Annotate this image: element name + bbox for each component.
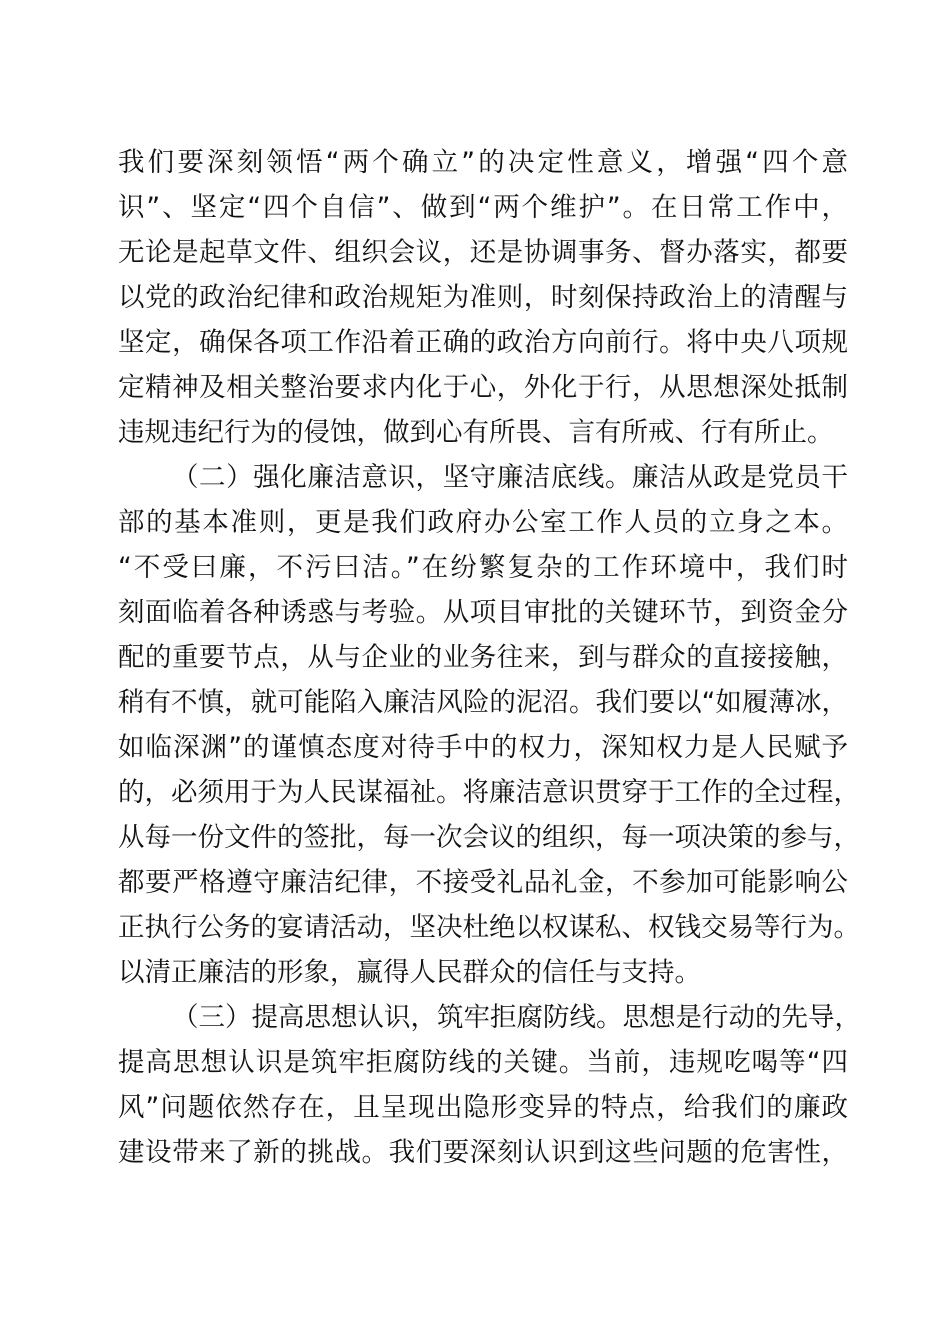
- section-heading-line: （三）提高思想认识，筑牢拒腐防线。思想是行动的先导，: [172, 1002, 861, 1033]
- text-line: 以党的政治纪律和政治规矩为准则，时刻保持政治上的清醒与: [118, 282, 848, 313]
- text-line: 无论是起草文件、组织会议，还是协调事务、督办落实，都要: [118, 237, 848, 268]
- text-line: 稍有不慎，就可能陷入廉洁风险的泥沼。我们要以“如履薄冰，: [118, 687, 848, 718]
- text-line: 建设带来了新的挑战。我们要深刻认识到这些问题的危害性，: [118, 1137, 848, 1168]
- text-line: 坚定，确保各项工作沿着正确的政治方向前行。将中央八项规: [118, 327, 848, 358]
- text-line: 如临深渊”的谨慎态度对待手中的权力，深知权力是人民赋予: [118, 732, 848, 763]
- text-line: 的，必须用于为人民谋福祉。将廉洁意识贯穿于工作的全过程，: [118, 777, 860, 808]
- section-heading-line: （二）强化廉洁意识，坚守廉洁底线。廉洁从政是党员干: [172, 462, 848, 493]
- text-line: 从每一份文件的签批，每一次会议的组织，每一项决策的参与，: [118, 822, 860, 853]
- text-line: 配的重要节点，从与企业的业务往来，到与群众的直接接触，: [118, 642, 848, 673]
- text-line: 风”问题依然存在，且呈现出隐形变异的特点，给我们的廉政: [118, 1092, 848, 1123]
- text-line: 我们要深刻领悟“两个确立”的决定性意义，增强“四个意: [118, 147, 848, 178]
- text-line: 正执行公务的宴请活动，坚决杜绝以权谋私、权钱交易等行为。: [118, 912, 860, 943]
- text-line: 都要严格遵守廉洁纪律，不接受礼品礼金，不参加可能影响公: [118, 867, 848, 898]
- text-line: “不受曰廉，不污曰洁。”在纷繁复杂的工作环境中，我们时: [118, 552, 848, 583]
- text-line: 违规违纪行为的侵蚀，做到心有所畏、言有所戒、行有所止。: [118, 417, 834, 448]
- text-line: 以清正廉洁的形象，赢得人民群众的信任与支持。: [118, 957, 701, 988]
- text-line: 部的基本准则，更是我们政府办公室工作人员的立身之本。: [118, 507, 848, 538]
- text-line: 刻面临着各种诱惑与考验。从项目审批的关键环节，到资金分: [118, 597, 848, 628]
- text-line: 定精神及相关整治要求内化于心，外化于行，从思想深处抵制: [118, 372, 848, 403]
- text-line: 识”、坚定“四个自信”、做到“两个维护”。在日常工作中，: [118, 192, 848, 223]
- text-line: 提高思想认识是筑牢拒腐防线的关键。当前，违规吃喝等“四: [118, 1047, 848, 1078]
